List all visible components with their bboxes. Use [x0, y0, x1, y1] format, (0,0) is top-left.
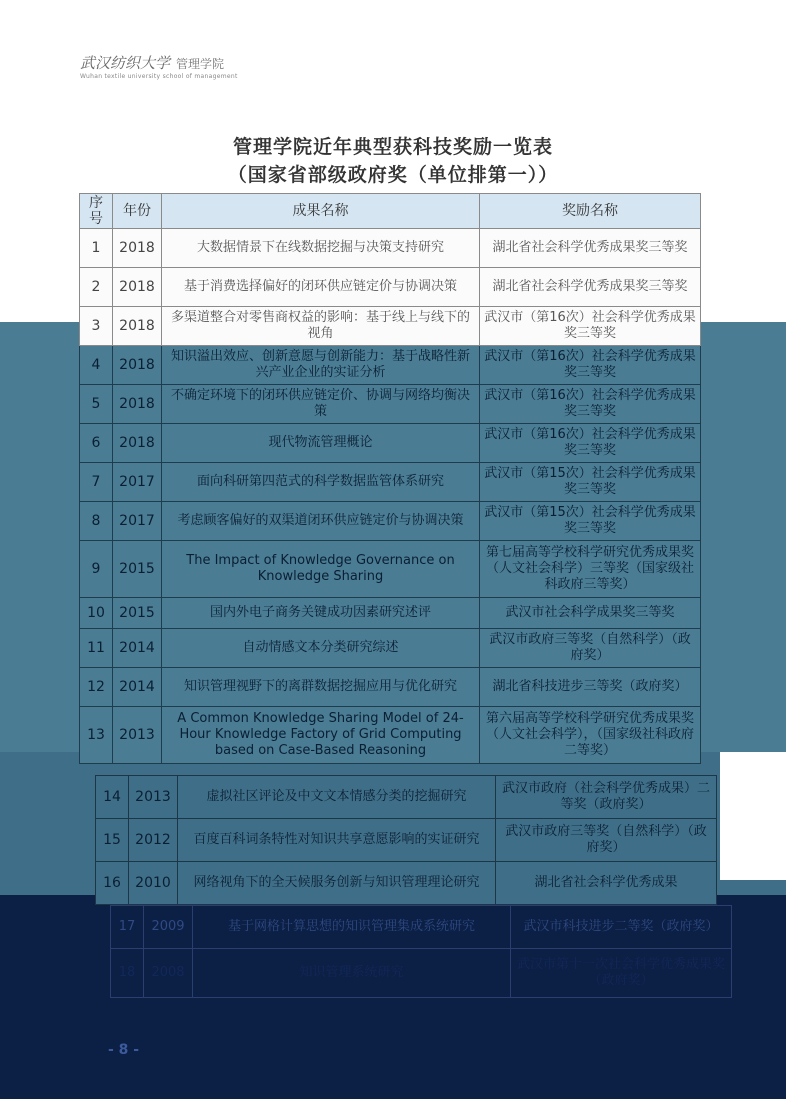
table-header-row — [80, 194, 701, 229]
awards-table — [79, 193, 701, 764]
cell-year: 2018 — [113, 385, 162, 424]
cell-year: 2018 — [113, 424, 162, 463]
cell-award: 武汉市（第16次）社会科学优秀成果奖三等奖 — [480, 307, 701, 346]
cell-name: 基于消费选择偏好的闭环供应链定价与协调决策 — [162, 268, 480, 307]
cell-seq: 5 — [80, 385, 113, 424]
cell-award: 武汉市社会科学成果奖三等奖 — [480, 598, 701, 629]
cell-name: 自动情感文本分类研究综述 — [162, 629, 480, 668]
cell-name: 考虑顾客偏好的双渠道闭环供应链定价与协调决策 — [162, 502, 480, 541]
cell-year: 2014 — [113, 629, 162, 668]
table-row — [80, 385, 701, 424]
school-name: 武汉纺织大学 — [80, 54, 171, 72]
cell-year: 2013 — [113, 707, 162, 764]
cell-award: 武汉市（第16次）社会科学优秀成果奖三等奖 — [480, 346, 701, 385]
cell-seq: 6 — [80, 424, 113, 463]
cell-year: 2017 — [113, 502, 162, 541]
table-row — [80, 424, 701, 463]
table-row — [80, 502, 701, 541]
cell-award: 武汉市政府（社会科学优秀成果）二等奖（政府奖） — [496, 776, 717, 819]
cell-name: 知识溢出效应、创新意愿与创新能力：基于战略性新兴产业企业的实证分析 — [162, 346, 480, 385]
cell-award: 武汉市第十一次社会科学优秀成果奖（政府奖） — [511, 949, 732, 998]
cell-year: 2018 — [113, 307, 162, 346]
cell-seq: 18 — [111, 949, 144, 998]
cell-year: 2013 — [129, 776, 178, 819]
cell-year: 2015 — [113, 541, 162, 598]
cell-year: 2018 — [113, 346, 162, 385]
cell-seq: 2 — [80, 268, 113, 307]
cell-year: 2010 — [129, 862, 178, 905]
table-row — [80, 229, 701, 268]
cell-year: 2017 — [113, 463, 162, 502]
cell-name: 面向科研第四范式的科学数据监管体系研究 — [162, 463, 480, 502]
cell-award: 武汉市政府三等奖（自然科学）（政府奖） — [496, 819, 717, 862]
cell-seq: 4 — [80, 346, 113, 385]
scan-band-notch — [720, 752, 786, 880]
cell-name: 知识管理视野下的离群数据挖掘应用与优化研究 — [162, 668, 480, 707]
cell-seq: 10 — [80, 598, 113, 629]
cell-award: 湖北省社会科学优秀成果奖三等奖 — [480, 268, 701, 307]
cell-year: 2009 — [144, 906, 193, 949]
cell-award: 湖北省社会科学优秀成果 — [496, 862, 717, 905]
cell-name: 国内外电子商务关键成功因素研究述评 — [162, 598, 480, 629]
cell-seq: 13 — [80, 707, 113, 764]
cell-award: 湖北省科技进步三等奖（政府奖） — [480, 668, 701, 707]
cell-name: 百度百科词条特性对知识共享意愿影响的实证研究 — [178, 819, 496, 862]
cell-seq: 3 — [80, 307, 113, 346]
page-title: 管理学院近年典型获科技奖励一览表 — [232, 136, 553, 158]
cell-name: 知识管理系统研究 — [193, 949, 511, 998]
cell-award: 第七届高等学校科学研究优秀成果奖（人文社会科学）三等奖（国家级社科政府三等奖） — [480, 541, 701, 598]
cell-seq: 17 — [111, 906, 144, 949]
cell-award: 武汉市（第16次）社会科学优秀成果奖三等奖 — [480, 385, 701, 424]
page-number: - 8 - — [108, 1042, 140, 1058]
table-row — [96, 819, 717, 862]
cell-name: 大数据情景下在线数据挖掘与决策支持研究 — [162, 229, 480, 268]
cell-seq: 1 — [80, 229, 113, 268]
cell-year: 2012 — [129, 819, 178, 862]
cell-seq: 16 — [96, 862, 129, 905]
header-year: 年份 — [113, 194, 162, 229]
cell-year: 2015 — [113, 598, 162, 629]
table-row — [80, 307, 701, 346]
school-english-name: Wuhan textile university school of management — [80, 73, 238, 80]
cell-award: 武汉市（第15次）社会科学优秀成果奖三等奖 — [480, 502, 701, 541]
table-row — [80, 463, 701, 502]
cell-name: The Impact of Knowledge Governance on Knowledge Sharing — [162, 541, 480, 598]
page-subtitle: （国家省部级政府奖（单位排第一）） — [227, 164, 559, 186]
cell-name: 基于网格计算思想的知识管理集成系统研究 — [193, 906, 511, 949]
table-row — [96, 776, 717, 819]
cell-year: 2008 — [144, 949, 193, 998]
cell-seq: 7 — [80, 463, 113, 502]
table-row — [80, 629, 701, 668]
table-row — [80, 668, 701, 707]
cell-seq: 15 — [96, 819, 129, 862]
cell-seq: 8 — [80, 502, 113, 541]
header-award: 奖励名称 — [480, 194, 701, 229]
cell-seq: 12 — [80, 668, 113, 707]
cell-name: 现代物流管理概论 — [162, 424, 480, 463]
awards-table-bottom — [110, 905, 732, 998]
header-logo — [80, 52, 224, 73]
cell-name: A Common Knowledge Sharing Model of 24-Hour Knowledge Factory of Grid Computing based on Case-Based Reasoning — [162, 707, 480, 764]
table-row — [111, 906, 732, 949]
cell-name: 不确定环境下的闭环供应链定价、协调与网络均衡决策 — [162, 385, 480, 424]
cell-award: 武汉市科技进步二等奖（政府奖） — [511, 906, 732, 949]
header-seq: 序号 — [80, 194, 113, 229]
cell-name: 多渠道整合对零售商权益的影响：基于线上与线下的视角 — [162, 307, 480, 346]
table-row — [80, 268, 701, 307]
cell-year: 2014 — [113, 668, 162, 707]
dept-name: 管理学院 — [176, 57, 225, 71]
cell-award: 武汉市（第16次）社会科学优秀成果奖三等奖 — [480, 424, 701, 463]
cell-award: 第六届高等学校科学研究优秀成果奖（人文社会科学），（国家级社科政府二等奖） — [480, 707, 701, 764]
header-name: 成果名称 — [162, 194, 480, 229]
cell-award: 武汉市政府三等奖（自然科学）（政府奖） — [480, 629, 701, 668]
cell-award: 湖北省社会科学优秀成果奖三等奖 — [480, 229, 701, 268]
cell-year: 2018 — [113, 268, 162, 307]
table-row — [80, 707, 701, 764]
cell-seq: 9 — [80, 541, 113, 598]
table-row — [80, 598, 701, 629]
table-row — [80, 541, 701, 598]
cell-seq: 14 — [96, 776, 129, 819]
cell-year: 2018 — [113, 229, 162, 268]
table-row — [96, 862, 717, 905]
table-row — [80, 346, 701, 385]
cell-award: 武汉市（第15次）社会科学优秀成果奖三等奖 — [480, 463, 701, 502]
awards-table-continued — [95, 775, 717, 905]
cell-name: 网络视角下的全天候服务创新与知识管理理论研究 — [178, 862, 496, 905]
cell-name: 虚拟社区评论及中文文本情感分类的挖掘研究 — [178, 776, 496, 819]
cell-seq: 11 — [80, 629, 113, 668]
table-row — [111, 949, 732, 998]
